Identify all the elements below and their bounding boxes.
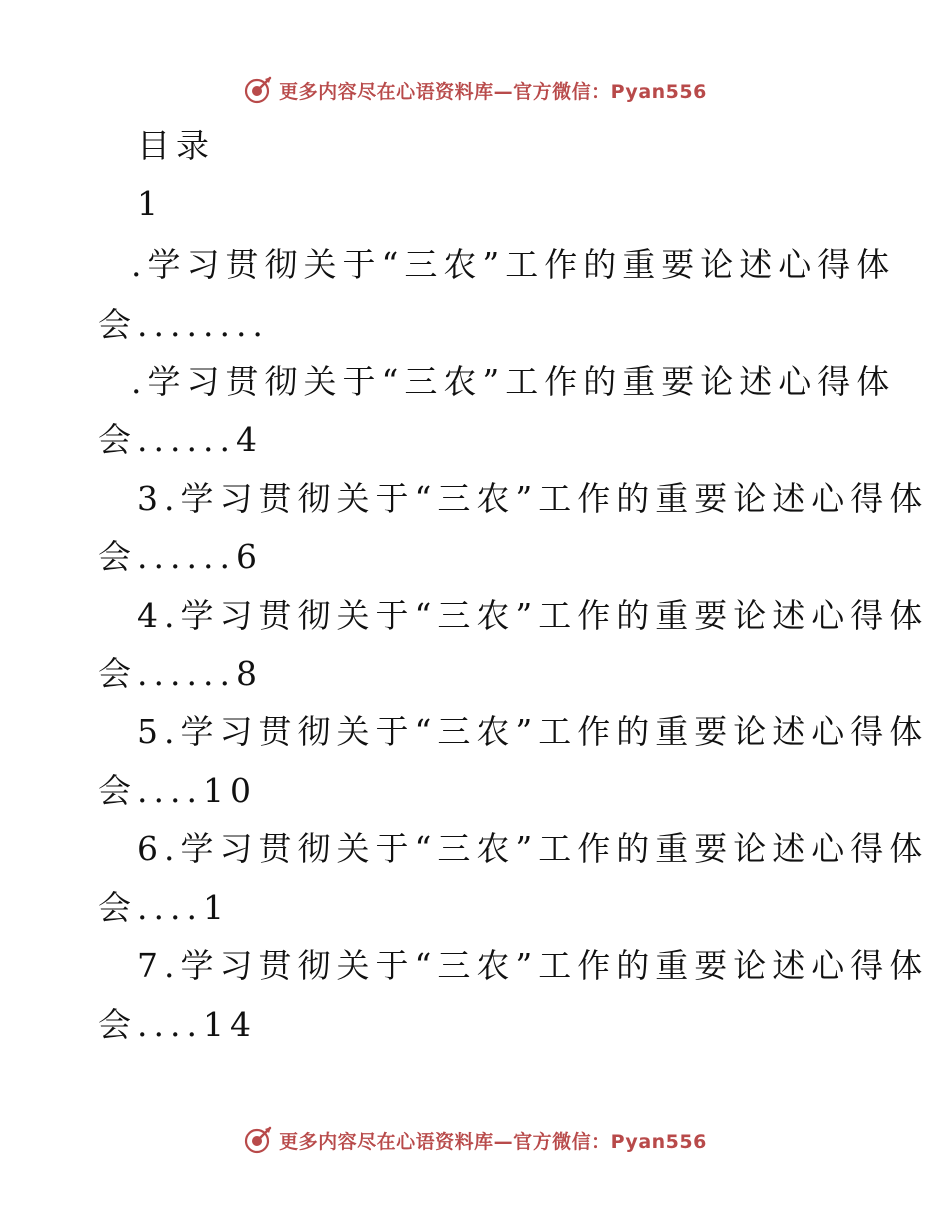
toc-line: 会........ — [98, 305, 269, 344]
toc-line: 会....1 — [98, 888, 230, 927]
watermark-text: 更多内容尽在心语资料库—官方微信：Pyan556 — [279, 1130, 707, 1153]
toc-line: 1 — [137, 184, 164, 223]
toc-line: 会....10 — [98, 771, 257, 810]
toc-line: 会......4 — [98, 420, 263, 459]
toc-line: 会....14 — [98, 1005, 257, 1044]
toc-line: 会......6 — [98, 537, 263, 576]
quill-logo-icon — [243, 75, 273, 105]
toc-line: 4.学习贯彻关于“三农”工作的重要论述心得体 — [137, 596, 929, 635]
toc-title: 目录 — [137, 126, 215, 165]
bottom-watermark-banner — [0, 1122, 950, 1158]
toc-line: 3.学习贯彻关于“三农”工作的重要论述心得体 — [137, 479, 929, 518]
top-watermark-banner — [0, 72, 950, 108]
toc-line: .学习贯彻关于“三农”工作的重要论述心得体 — [131, 362, 896, 401]
toc-line: 会......8 — [98, 654, 263, 693]
quill-logo-icon — [243, 1125, 273, 1155]
toc-line: 7.学习贯彻关于“三农”工作的重要论述心得体 — [137, 946, 929, 985]
toc-line: 6.学习贯彻关于“三农”工作的重要论述心得体 — [137, 829, 929, 868]
watermark-text: 更多内容尽在心语资料库—官方微信：Pyan556 — [279, 80, 707, 103]
toc-line: .学习贯彻关于“三农”工作的重要论述心得体 — [131, 245, 896, 284]
toc-line: 5.学习贯彻关于“三农”工作的重要论述心得体 — [137, 712, 929, 751]
